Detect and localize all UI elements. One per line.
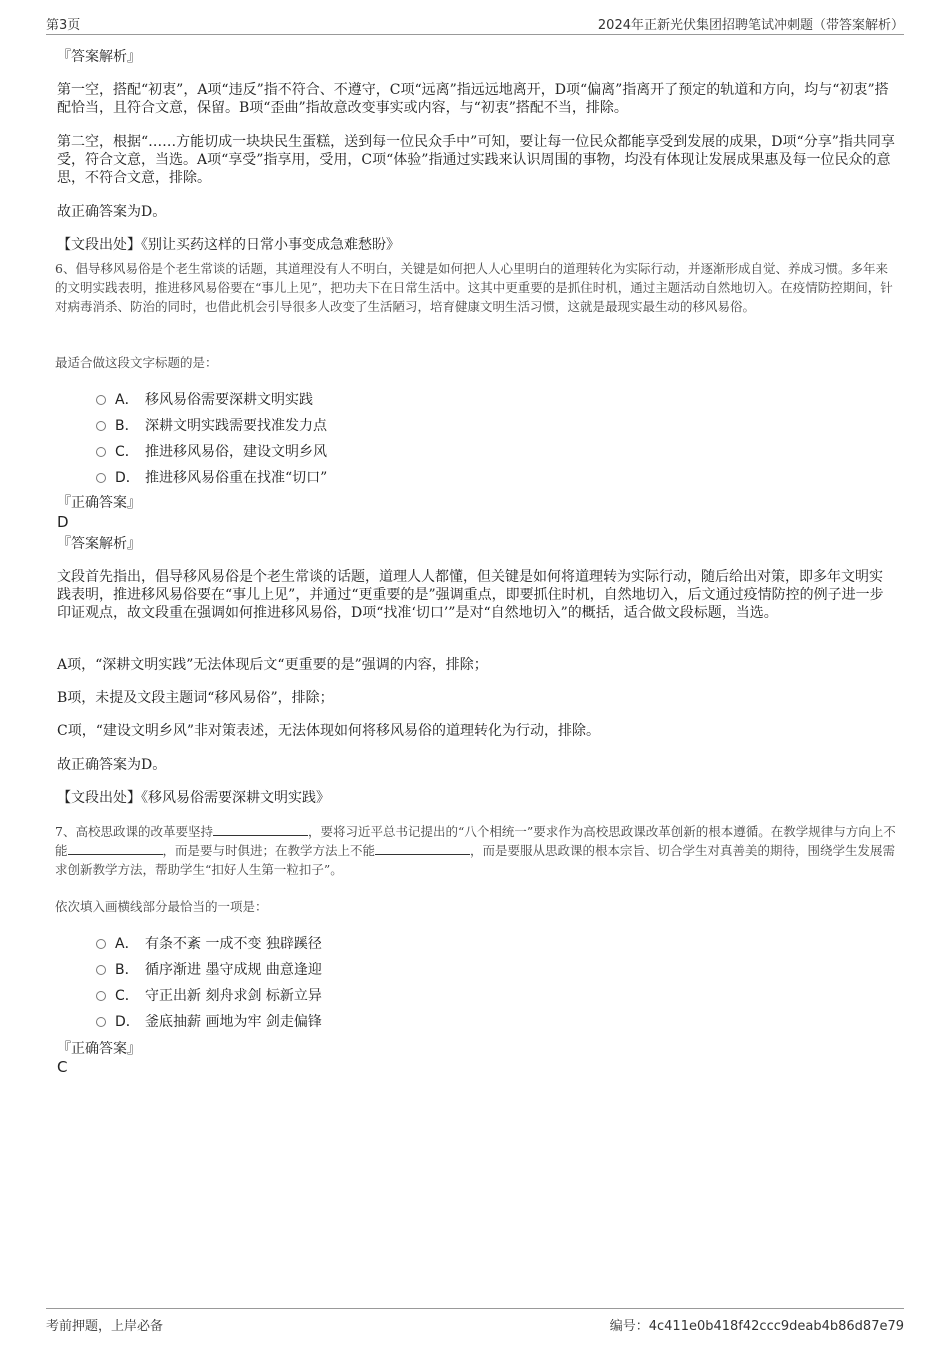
page-header bbox=[46, 12, 904, 35]
q6-analysis: 文段首先指出，倡导移风易俗是个老生常谈的话题，道理人人都懂，但关键是如何将道理转为实际行动，随后给出对策，即多年文明实践表明，推进移风易俗要在“事儿上见”，并通过“更重要的是”强调重点，即要抓住时机，自然地切入，后文通过疫情防控的例子进一步印证观点，故文段重在强调如何推进移风易俗，D项“找准‘切口’”是对“自然地切入”的概括，适合做文段标题，当选。 bbox=[57, 569, 884, 621]
radio-icon[interactable] bbox=[96, 939, 106, 949]
q6-option-b[interactable]: B． 深耕文明实践需要找准发力点 bbox=[96, 415, 327, 435]
q7-option-d[interactable]: D． 釜底抽薪 画地为牢 剑走偏锋 bbox=[96, 1011, 322, 1031]
fill-blank-2 bbox=[68, 842, 163, 855]
q6-option-a[interactable]: A． 移风易俗需要深耕文明实践 bbox=[96, 389, 313, 409]
q6-question: 最适合做这段文字标题的是： bbox=[55, 355, 218, 370]
q6-option-c[interactable]: C． 推进移风易俗，建设文明乡风 bbox=[96, 441, 327, 461]
radio-icon[interactable] bbox=[96, 1017, 106, 1027]
option-text: 守正出新 刻舟求剑 标新立异 bbox=[145, 988, 322, 1004]
fill-blank-1 bbox=[213, 823, 308, 836]
option-text: 釜底抽薪 画地为牢 剑走偏锋 bbox=[145, 1014, 322, 1030]
q5-source: 【文段出处】《别让买药这样的日常小事变成急难愁盼》 bbox=[57, 237, 400, 253]
option-text: 循序渐进 墨守成规 曲意逢迎 bbox=[145, 962, 322, 978]
option-text: 深耕文明实践需要找准发力点 bbox=[145, 418, 327, 434]
q7-correct-heading: 『正确答案』 bbox=[57, 1041, 141, 1057]
q5-analysis-para2: 第二空，根据“……方能切成一块块民生蛋糕，送到每一位民众手中”可知，要让每一位民众都能享受到发展的成果，D项“分享”指共同享受，符合文意，当选。A项“享受”指享用，受用，C项“体验”指通过实践来认识周围的事物，均没有体现让发展成果惠及每一位民众的意思，不符合文意，排除。 bbox=[57, 134, 895, 186]
q7-option-b[interactable]: B． 循序渐进 墨守成规 曲意逢迎 bbox=[96, 959, 322, 979]
option-text: 有条不紊 一成不变 独辟蹊径 bbox=[145, 936, 322, 952]
q6-analysis-heading: 『答案解析』 bbox=[57, 536, 141, 552]
page-number: 第3页 bbox=[46, 18, 81, 33]
radio-icon[interactable] bbox=[96, 991, 106, 1001]
radio-icon[interactable] bbox=[96, 395, 106, 405]
q6-correct-answer: D bbox=[57, 513, 69, 531]
q6-source: 【文段出处】《移风易俗需要深耕文明实践》 bbox=[57, 790, 330, 806]
radio-icon[interactable] bbox=[96, 447, 106, 457]
q6-note-b: B项，未提及文段主题词“移风易俗”，排除； bbox=[57, 690, 334, 706]
q7-option-a[interactable]: A． 有条不紊 一成不变 独辟蹊径 bbox=[96, 933, 322, 953]
q6-note-a: A项，“深耕文明实践”无法体现后文“更重要的是”强调的内容，排除； bbox=[57, 657, 488, 673]
option-text: 推进移风易俗重在找准“切口” bbox=[145, 470, 328, 486]
radio-icon[interactable] bbox=[96, 965, 106, 975]
document-title: 2024年正新光伏集团招聘笔试冲刺题（带答案解析） bbox=[597, 18, 904, 33]
q6-option-d[interactable]: D． 推进移风易俗重在找准“切口” bbox=[96, 467, 327, 487]
radio-icon[interactable] bbox=[96, 473, 106, 483]
footer-slogan: 考前押题，上岸必备 bbox=[46, 1319, 164, 1334]
page-footer bbox=[46, 1308, 904, 1335]
q7-correct-answer: C bbox=[57, 1058, 68, 1076]
q7-stem: 7、高校思政课的改革要坚持 ，要将习近平总书记提出的“八个相统一”要求作为高校思政课改革创新的根本遵循。在教学规律与方向上不能 ，而是要与时俱进；在教学方法上不能 ，而是要服从思政课的根本宗旨、切合学生对真善美的期待，围绕学生发展需求创新教学方法，帮助学生“扣好人生第一粒扣子”。 bbox=[55, 824, 896, 877]
q6-note-c: C项，“建设文明乡风”非对策表述，无法体现如何将移风易俗的道理转化为行动，排除。 bbox=[57, 723, 601, 739]
q5-analysis-heading: 『答案解析』 bbox=[57, 49, 141, 65]
q7-question: 依次填入画横线部分最恰当的一项是： bbox=[55, 899, 268, 914]
q6-conclusion: 故正确答案为D。 bbox=[57, 757, 167, 773]
radio-icon[interactable] bbox=[96, 421, 106, 431]
option-text: 移风易俗需要深耕文明实践 bbox=[145, 392, 313, 408]
q6-stem: 6、倡导移风易俗是个老生常谈的话题，其道理没有人不明白，关键是如何把人人心里明白的道理转化为实际行动，并逐渐形成自觉、养成习惯。多年来的文明实践表明，推进移风易俗要在“事儿上见”，把功夫下在日常生活中。这其中更重要的是抓住时机，通过主题活动自然地切入。在疫情防控期间，针对病毒消杀、防治的同时，也借此机会引导很多人改变了生活陋习，培育健康文明生活习惯，这就是最现实最生动的移风易俗。 bbox=[55, 261, 893, 314]
option-text: 推进移风易俗，建设文明乡风 bbox=[145, 444, 327, 460]
document-id: 编号：4c411e0b418f42ccc9deab4b86d87e79 bbox=[609, 1319, 904, 1334]
q6-correct-heading: 『正确答案』 bbox=[57, 495, 141, 511]
q5-analysis-para1: 第一空，搭配“初衷”，A项“违反”指不符合、不遵守，C项“远离”指远远地离开，D项“偏离”指离开了预定的轨道和方向，均与“初衷”搭配恰当，且符合文意，保留。B项“歪曲”指故意改变事实或内容，与“初衷”搭配不当，排除。 bbox=[57, 82, 889, 116]
q5-conclusion: 故正确答案为D。 bbox=[57, 204, 167, 220]
q7-option-c[interactable]: C． 守正出新 刻舟求剑 标新立异 bbox=[96, 985, 322, 1005]
fill-blank-3 bbox=[375, 842, 470, 855]
